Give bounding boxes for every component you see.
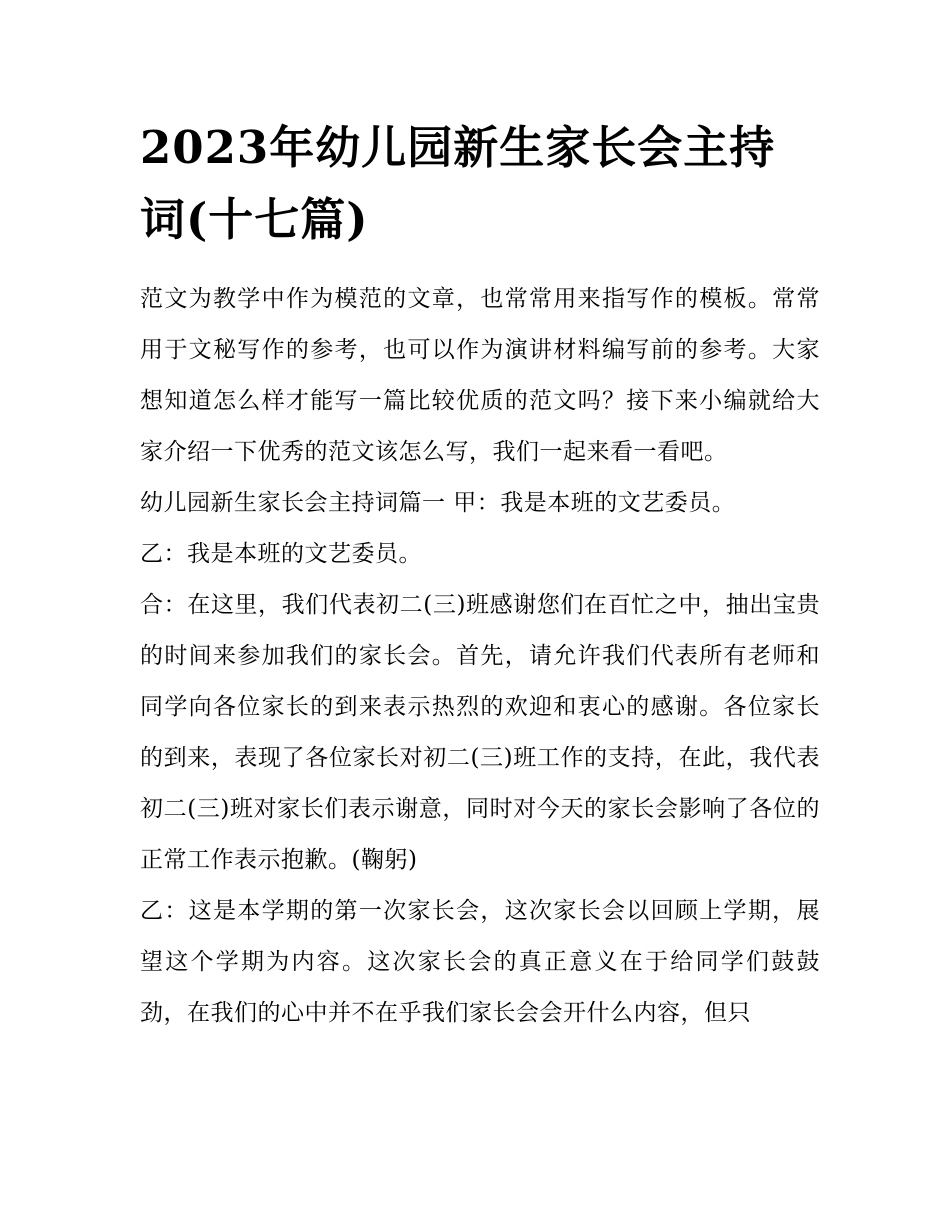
- paragraph-intro: 范文为教学中作为模范的文章，也常常用来指写作的模板。常常用于文秘写作的参考，也可以作为演讲材料编写前的参考。大家想知道怎么样才能写一篇比较优质的范文吗？接下来小编就给大家介绍一下优秀的范文该怎么写，我们一起来看一看吧。: [140, 286, 820, 465]
- paragraph-section-one-heading: 幼儿园新生家长会主持词篇一 甲：我是本班的文艺委员。: [140, 490, 736, 516]
- paragraph-joint-welcome: 合：在这里，我们代表初二(三)班感谢您们在百忙之中，抽出宝贵的时间来参加我们的家长会。首先，请允许我们代表所有老师和同学向各位家长的到来表示热烈的欢迎和衷心的感谢。各位家长的到来，表现了各位家长对初二(三)班工作的支持，在此，我代表初二(三)班对家长们表示谢意，同时对今天的家长会影响了各位的正常工作表示抱歉。(鞠躬): [140, 592, 820, 873]
- document-title: 2023年幼儿园新生家长会主持词(十七篇): [140, 121, 776, 246]
- paragraph-speaker-b-intro: 乙：我是本班的文艺委员。: [140, 541, 422, 567]
- document-body: [140, 112, 820, 1039]
- paragraph-speaker-b-purpose: 乙：这是本学期的第一次家长会，这次家长会以回顾上学期，展望这个学期为内容。这次家长会的真正意义在于给同学们鼓鼓劲，在我们的心中并不在乎我们家长会会开什么内容，但只: [140, 898, 820, 1026]
